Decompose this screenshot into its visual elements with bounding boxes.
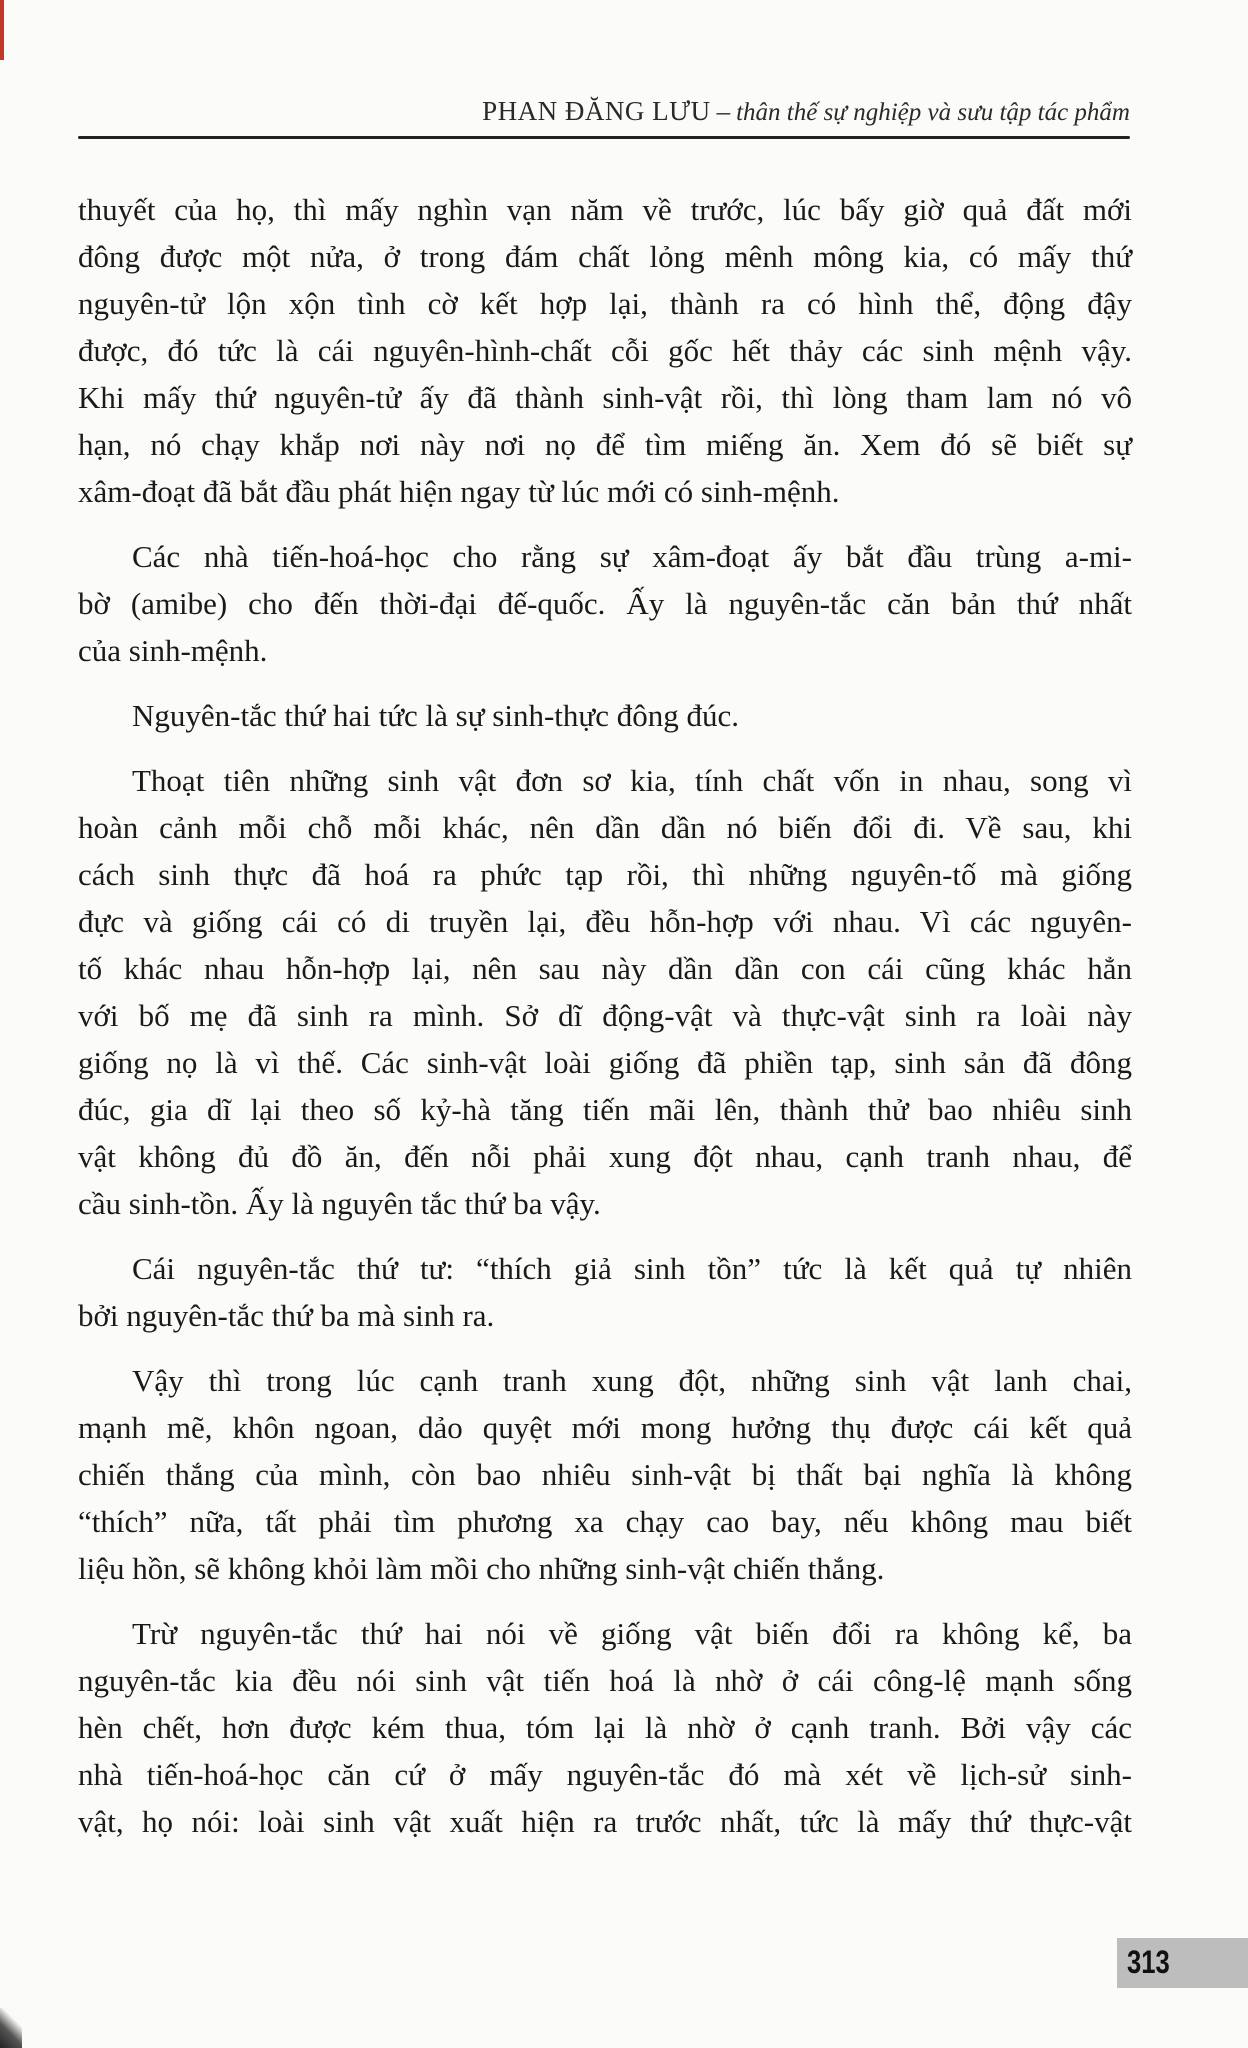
paragraph bbox=[78, 1245, 1132, 1339]
running-header bbox=[482, 96, 1130, 127]
text-line: hoàn cảnh mỗi chỗ mỗi khác, nên dần dần nó biến đổi đi. Về sau, khi bbox=[78, 810, 1132, 845]
text-line: Thoạt tiên những sinh vật đơn sơ kia, tính chất vốn in nhau, song vì bbox=[132, 763, 1132, 798]
header-subtitle: thân thế sự nghiệp và sưu tập tác phẩm bbox=[736, 99, 1130, 126]
text-line: vật, họ nói: loài sinh vật xuất hiện ra trước nhất, tức là mấy thứ thực-vật bbox=[78, 1804, 1132, 1839]
text-line: mạnh mẽ, khôn ngoan, dảo quyệt mới mong hưởng thụ được cái kết quả bbox=[78, 1410, 1132, 1445]
text-line: hèn chết, hơn được kém thua, tóm lại là nhờ ở cạnh tranh. Bởi vậy các bbox=[78, 1710, 1132, 1745]
text-line: liệu hồn, sẽ không khỏi làm mồi cho những sinh-vật chiến thắng. bbox=[78, 1551, 885, 1586]
paragraph bbox=[78, 186, 1132, 515]
text-line: đúc, gia dĩ lại theo số kỷ-hà tăng tiến mãi lên, thành thử bao nhiêu sinh bbox=[78, 1092, 1132, 1127]
text-line: vật không đủ đồ ăn, đến nỗi phải xung đột nhau, cạnh tranh nhau, để bbox=[78, 1139, 1132, 1174]
page-number-box bbox=[1117, 1938, 1248, 1988]
text-line: chiến thắng của mình, còn bao nhiêu sinh-vật bị thất bại nghĩa là không bbox=[78, 1457, 1132, 1492]
text-line: bởi nguyên-tắc thứ ba mà sinh ra. bbox=[78, 1298, 495, 1333]
text-line: nguyên-tắc kia đều nói sinh vật tiến hoá là nhờ ở cái công-lệ mạnh sống bbox=[78, 1663, 1132, 1698]
page-edge-mark bbox=[0, 0, 4, 60]
paragraph bbox=[78, 757, 1132, 1227]
text-line: hạn, nó chạy khắp nơi này nơi nọ để tìm miếng ăn. Xem đó sẽ biết sự bbox=[78, 427, 1132, 462]
text-line: Trừ nguyên-tắc thứ hai nói về giống vật biến đổi ra không kể, ba bbox=[132, 1616, 1132, 1651]
paragraph bbox=[78, 533, 1132, 674]
text-line: được, đó tức là cái nguyên-hình-chất cỗi gốc hết thảy các sinh mệnh vậy. bbox=[78, 333, 1132, 368]
text-line: Nguyên-tắc thứ hai tức là sự sinh-thực đông đúc. bbox=[132, 698, 739, 733]
text-line: Các nhà tiến-hoá-học cho rằng sự xâm-đoạt ấy bắt đầu trùng a-mi- bbox=[132, 539, 1132, 574]
text-line: cách sinh thực đã hoá ra phức tạp rồi, thì những nguyên-tố mà giống bbox=[78, 857, 1132, 892]
text-line: nguyên-tử lộn xộn tình cờ kết hợp lại, thành ra có hình thể, động đậy bbox=[78, 286, 1132, 321]
text-line: của sinh-mệnh. bbox=[78, 633, 268, 668]
header-rule bbox=[78, 136, 1130, 139]
text-line: thuyết của họ, thì mấy nghìn vạn năm về trước, lúc bấy giờ quả đất mới bbox=[78, 192, 1132, 227]
text-line: Khi mấy thứ nguyên-tử ấy đã thành sinh-vật rồi, thì lòng tham lam nó vô bbox=[78, 380, 1132, 415]
text-line: đực và giống cái có di truyền lại, đều hỗn-hợp với nhau. Vì các nguyên- bbox=[78, 904, 1132, 939]
text-line: xâm-đoạt đã bắt đầu phát hiện ngay từ lúc mới có sinh-mệnh. bbox=[78, 474, 840, 509]
text-line: đông được một nửa, ở trong đám chất lỏng mênh mông kia, có mấy thứ bbox=[78, 239, 1132, 274]
page-number: 313 bbox=[1127, 1944, 1170, 1980]
text-line: với bố mẹ đã sinh ra mình. Sở dĩ động-vật và thực-vật sinh ra loài này bbox=[78, 998, 1132, 1033]
paragraph bbox=[78, 1357, 1132, 1592]
header-separator: – bbox=[716, 96, 731, 126]
text-line: nhà tiến-hoá-học căn cứ ở mấy nguyên-tắc đó mà xét về lịch-sử sinh- bbox=[78, 1757, 1132, 1792]
text-line: “thích” nữa, tất phải tìm phương xa chạy cao bay, nếu không mau biết bbox=[78, 1504, 1132, 1539]
text-line: Vậy thì trong lúc cạnh tranh xung đột, những sinh vật lanh chai, bbox=[132, 1363, 1132, 1398]
text-line: giống nọ là vì thế. Các sinh-vật loài giống đã phiền tạp, sinh sản đã đông bbox=[78, 1045, 1132, 1080]
text-line: bờ (amibe) cho đến thời-đại đế-quốc. Ấy là nguyên-tắc căn bản thứ nhất bbox=[78, 586, 1132, 621]
header-author: PHAN ĐĂNG LƯU bbox=[482, 96, 711, 126]
page-corner-shadow bbox=[0, 2008, 22, 2048]
body-text bbox=[78, 186, 1132, 1863]
paragraph bbox=[78, 692, 1132, 739]
paragraph bbox=[78, 1610, 1132, 1845]
text-line: Cái nguyên-tắc thứ tư: “thích giả sinh tồn” tức là kết quả tự nhiên bbox=[132, 1251, 1132, 1286]
text-line: tố khác nhau hỗn-hợp lại, nên sau này dần dần con cái cũng khác hẳn bbox=[78, 951, 1132, 986]
text-line: cầu sinh-tồn. Ấy là nguyên tắc thứ ba vậy. bbox=[78, 1186, 601, 1221]
